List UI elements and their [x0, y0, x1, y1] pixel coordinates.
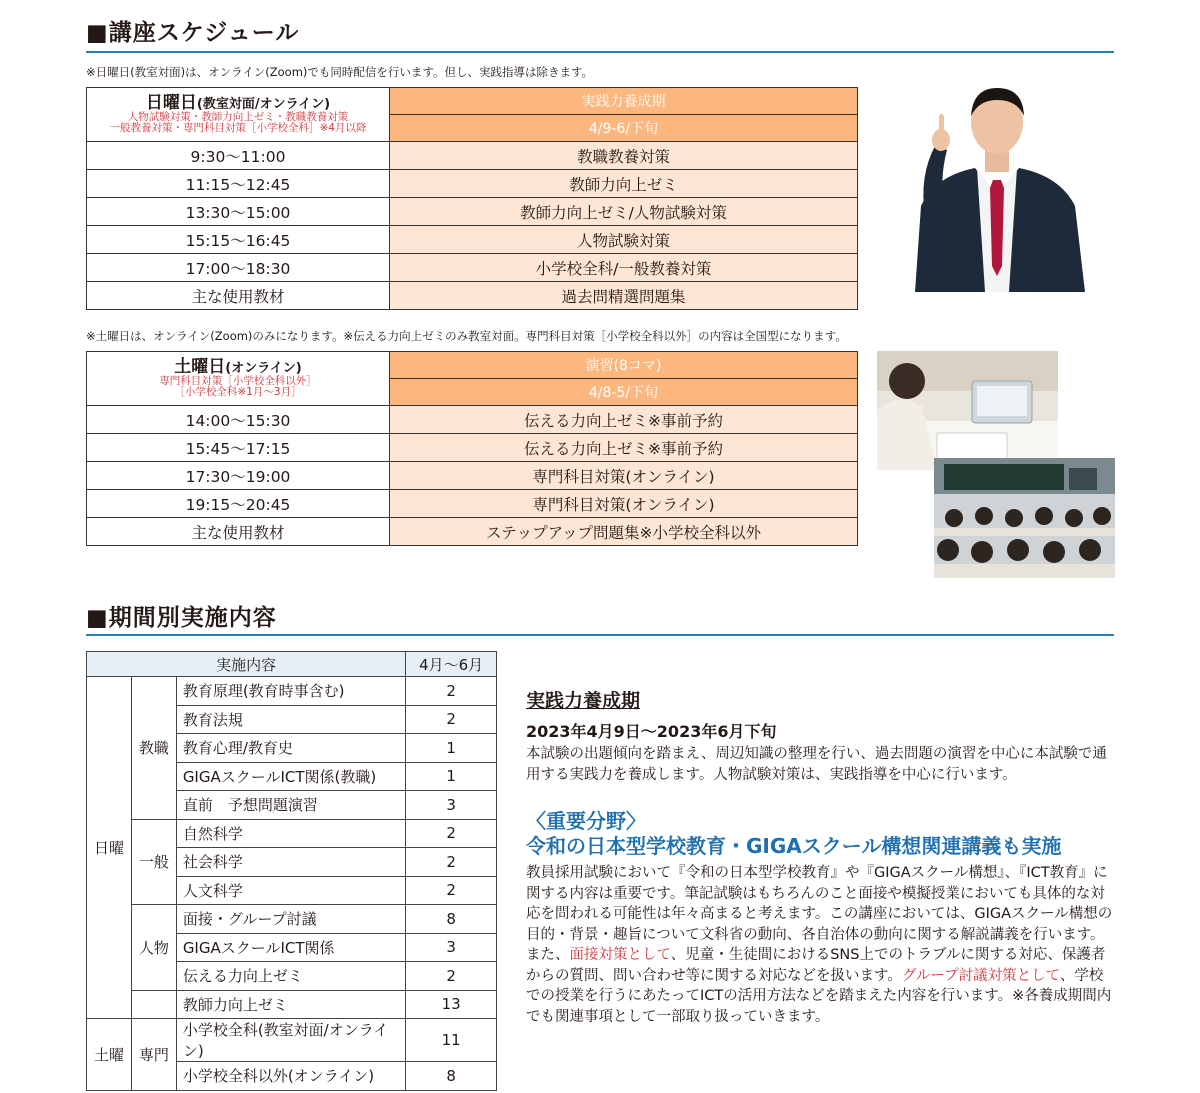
subject-cell: 人文科学 [176, 876, 405, 905]
table-row [87, 254, 858, 282]
important-heading-line2: 令和の日本型学校教育・GIGAスクール構想関連講義も実施 [526, 834, 1062, 858]
table-row [87, 462, 858, 490]
saturday-sub-line1: 専門科目対策［小学校全科以外］ [159, 375, 317, 388]
count-cell: 11 [406, 1019, 497, 1062]
time-cell: 15:15～16:45 [87, 226, 390, 254]
count-cell: 8 [406, 1062, 497, 1091]
material-label-cell: 主な使用教材 [87, 518, 390, 546]
table-row [87, 990, 497, 1019]
subject-cell: GIGAスクールICT関係 [176, 933, 405, 962]
table-row [87, 490, 858, 518]
content-section-title: ■期間別実施内容 [86, 605, 277, 631]
subject-cell: 直前 予想問題演習 [176, 791, 405, 820]
time-cell: 13:30～15:00 [87, 198, 390, 226]
time-cell: 17:30～19:00 [87, 462, 390, 490]
table-row [87, 282, 858, 310]
table-row [87, 142, 858, 170]
content-cell: 教師力向上ゼミ [390, 170, 858, 198]
sunday-period-dates: 4/9-6/下旬 [390, 115, 858, 142]
schedule-section-title: ■講座スケジュール [86, 20, 300, 46]
table-row [87, 905, 497, 934]
saturday-sub-line2: ［小学校全科※1月～3月］ [174, 386, 302, 399]
subject-cell: 社会科学 [176, 848, 405, 877]
count-cell: 13 [406, 990, 497, 1019]
saturday-note: ※土曜日は、オンライン(Zoom)のみになります。※伝える力向上ゼミのみ教室対面。専門科目対策［小学校全科以外］の内容は全国型になります。 [86, 329, 847, 343]
table-row [87, 434, 858, 462]
count-cell: 2 [406, 819, 497, 848]
subject-cell: 教育原理(教育時事含む) [176, 677, 405, 706]
count-cell: 8 [406, 905, 497, 934]
section-rule [86, 634, 1114, 636]
count-cell: 2 [406, 677, 497, 706]
body2-part-c: 、学校での授業を行うにあたってICTの活用方法などを踏まえた内容を行います。※各養成期間内でも関連事項として一部取り扱っていきます。 [526, 967, 1112, 1025]
header-content: 実施内容 [87, 652, 406, 677]
subject-cell: 小学校全科(教室対面/オンライン) [176, 1019, 405, 1062]
table-row [87, 406, 858, 434]
time-cell: 14:00～15:30 [87, 406, 390, 434]
content-cell: 教職教養対策 [390, 142, 858, 170]
content-cell: 専門科目対策(オンライン) [390, 490, 858, 518]
subject-cell: 面接・グループ討議 [176, 905, 405, 934]
teacher-photo [905, 76, 1090, 292]
saturday-schedule-table [86, 351, 858, 546]
count-cell: 2 [406, 962, 497, 991]
sunday-sub-line1: 人物試験対策・教師力向上ゼミ・教職教養対策 [127, 111, 349, 124]
content-period-table [86, 651, 497, 1091]
table-row [87, 226, 858, 254]
group-ippan-cell: 一般 [131, 819, 176, 905]
time-cell: 11:15～12:45 [87, 170, 390, 198]
sunday-sub-line2: 一般教養対策・専門科目対策［小学校全科］※4月以降 [109, 122, 367, 135]
count-cell: 3 [406, 791, 497, 820]
count-cell: 1 [406, 734, 497, 763]
content-cell: 専門科目対策(オンライン) [390, 462, 858, 490]
group-kyoshoku-cell: 教職 [131, 677, 176, 820]
count-cell: 2 [406, 848, 497, 877]
table-row [87, 170, 858, 198]
time-cell: 9:30～11:00 [87, 142, 390, 170]
student-study-photo [877, 351, 1058, 470]
saturday-header-cell [87, 352, 390, 406]
description-panel [526, 686, 1116, 1027]
count-cell: 3 [406, 933, 497, 962]
description-title: 実践力養成期 [526, 690, 641, 712]
count-cell: 2 [406, 705, 497, 734]
saturday-day-name: 土曜日 [174, 356, 226, 377]
group-discussion-highlight: グループ討議対策として [901, 967, 1060, 984]
sunday-header-cell [87, 88, 390, 142]
day-sunday-cell: 日曜 [87, 677, 132, 1019]
saturday-period-dates: 4/8-5/下旬 [390, 379, 858, 406]
saturday-day-mode: (オンライン) [225, 360, 302, 376]
group-senmon-cell: 専門 [131, 1019, 176, 1091]
content-cell: 伝える力向上ゼミ※事前予約 [390, 434, 858, 462]
time-cell: 19:15～20:45 [87, 490, 390, 518]
time-cell: 17:00～18:30 [87, 254, 390, 282]
classroom-photo [934, 458, 1115, 578]
time-cell: 15:45～17:15 [87, 434, 390, 462]
subject-cell: 自然科学 [176, 819, 405, 848]
subject-cell: 小学校全科以外(オンライン) [176, 1062, 405, 1091]
sunday-day-mode: (教室対面/オンライン) [196, 96, 331, 112]
subject-cell: 教育心理/教育史 [176, 734, 405, 763]
sunday-note: ※日曜日(教室対面)は、オンライン(Zoom)でも同時配信を行います。但し、実践指導は除きます。 [86, 65, 594, 79]
description-body2 [526, 863, 1116, 1027]
section-rule [86, 51, 1114, 53]
table-row [87, 819, 497, 848]
group-jinbutsu-cell: 人物 [131, 905, 176, 991]
count-cell: 2 [406, 876, 497, 905]
day-saturday-cell: 土曜 [87, 1019, 132, 1091]
count-cell: 1 [406, 762, 497, 791]
content-cell: 伝える力向上ゼミ※事前予約 [390, 406, 858, 434]
subject-cell: 教師力向上ゼミ [176, 990, 405, 1019]
header-period: 4月～6月 [406, 652, 497, 677]
subject-cell: GIGAスクールICT関係(教職) [176, 762, 405, 791]
content-cell: 小学校全科/一般教養対策 [390, 254, 858, 282]
description-body1: 本試験の出題傾向を踏まえ、周辺知識の整理を行い、過去問題の演習を中心に本試験で通用する実践力を養成します。人物試験対策は、実践指導を中心に行います。 [526, 746, 1107, 783]
body2-part-b: 、児童・生徒間におけるSNS上でのトラブルに関する対応、保護者からの質問、問い合わせ等に関する対応などを扱います。 [526, 947, 1106, 984]
material-label-cell: 主な使用教材 [87, 282, 390, 310]
sunday-period-label: 実践力養成期 [390, 88, 858, 115]
subject-cell: 伝える力向上ゼミ [176, 962, 405, 991]
table-row [87, 518, 858, 546]
saturday-period-label: 演習(8コマ) [390, 352, 858, 379]
material-cell: ステップアップ問題集※小学校全科以外 [390, 518, 858, 546]
table-row [87, 198, 858, 226]
important-heading-line1: 〈重要分野〉 [526, 809, 646, 833]
sunday-day-name: 日曜日 [145, 92, 197, 113]
subject-cell: 教育法規 [176, 705, 405, 734]
content-cell: 教師力向上ゼミ/人物試験対策 [390, 198, 858, 226]
content-cell: 人物試験対策 [390, 226, 858, 254]
sunday-schedule-table [86, 87, 858, 310]
table-row [87, 1019, 497, 1062]
table-row [87, 677, 497, 706]
body2-part-a: 教員採用試験において『令和の日本型学校教育』や『GIGAスクール構想』、『ICT教育』に関する内容は重要です。筆記試験はもちろんのこと面接や模擬授業においても具体的な対応を問われる可能性は年々高まると考えます。この講座においては、GIGAスクール構想の目的・背景・趣旨について文科省の動向、各自治体の動向に関する解説講義を行います。また、 [526, 865, 1113, 963]
interview-highlight: 面接対策として [569, 947, 671, 963]
description-date: 2023年4月9日～2023年6月下旬 [526, 722, 777, 741]
material-cell: 過去問精選問題集 [390, 282, 858, 310]
